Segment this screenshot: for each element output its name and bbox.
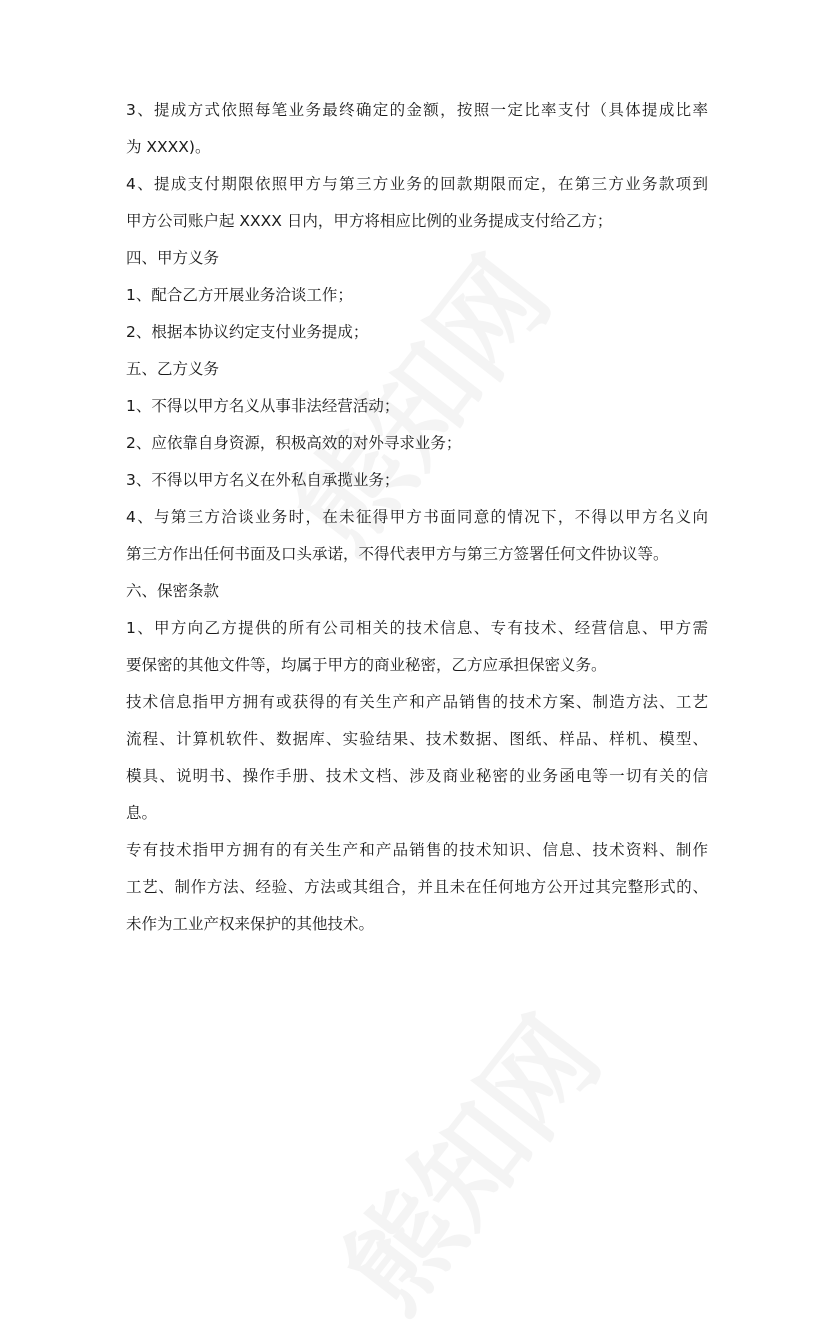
paragraph-line: 4、与第三方洽谈业务时，在未征得甲方书面同意的情况下，不得以甲方名义向 — [126, 508, 708, 526]
paragraph-line: 专有技术指甲方拥有的有关生产和产品销售的技术知识、信息、技术资料、制作 — [126, 841, 708, 859]
paragraph-line: 2、根据本协议约定支付业务提成； — [126, 323, 369, 341]
paragraph-line: 1、不得以甲方名义从事非法经营活动； — [126, 397, 400, 415]
paragraph-line: 息。 — [126, 804, 158, 822]
paragraph-line: 工艺、制作方法、经验、方法或其组合，并且未在任何地方公开过其完整形式的、 — [126, 878, 708, 896]
section-heading: 五、乙方义务 — [126, 360, 220, 378]
paragraph-line: 4、提成支付期限依照甲方与第三方业务的回款期限而定，在第三方业务款项到 — [126, 175, 708, 193]
section-heading: 六、保密条款 — [126, 582, 220, 600]
paragraph-line: 3、不得以甲方名义在外私自承揽业务； — [126, 471, 400, 489]
paragraph-line: 为 XXXX)。 — [126, 138, 211, 156]
paragraph-line: 1、甲方向乙方提供的所有公司相关的技术信息、专有技术、经营信息、甲方需 — [126, 619, 708, 637]
paragraph-line: 3、提成方式依照每笔业务最终确定的金额，按照一定比率支付（具体提成比率 — [126, 101, 708, 119]
paragraph-line: 流程、计算机软件、数据库、实验结果、技术数据、图纸、样品、样机、模型、 — [126, 730, 708, 748]
paragraph-line: 甲方公司账户起 XXXX 日内，甲方将相应比例的业务提成支付给乙方； — [126, 212, 613, 230]
section-heading: 四、甲方义务 — [126, 249, 220, 267]
paragraph-line: 技术信息指甲方拥有或获得的有关生产和产品销售的技术方案、制造方法、工艺 — [126, 693, 708, 711]
paragraph-line: 模具、说明书、操作手册、技术文档、涉及商业秘密的业务函电等一切有关的信 — [126, 767, 708, 785]
paragraph-line: 第三方作出任何书面及口头承诺，不得代表甲方与第三方签署任何文件协议等。 — [126, 545, 669, 563]
paragraph-line: 2、应依靠自身资源，积极高效的对外寻求业务； — [126, 434, 462, 452]
paragraph-line: 未作为工业产权来保护的其他技术。 — [126, 915, 375, 933]
paragraph-line: 1、配合乙方开展业务洽谈工作； — [126, 286, 353, 304]
paragraph-line: 要保密的其他文件等，均属于甲方的商业秘密，乙方应承担保密义务。 — [126, 656, 607, 674]
document-page — [126, 92, 708, 943]
watermark — [301, 980, 629, 1337]
